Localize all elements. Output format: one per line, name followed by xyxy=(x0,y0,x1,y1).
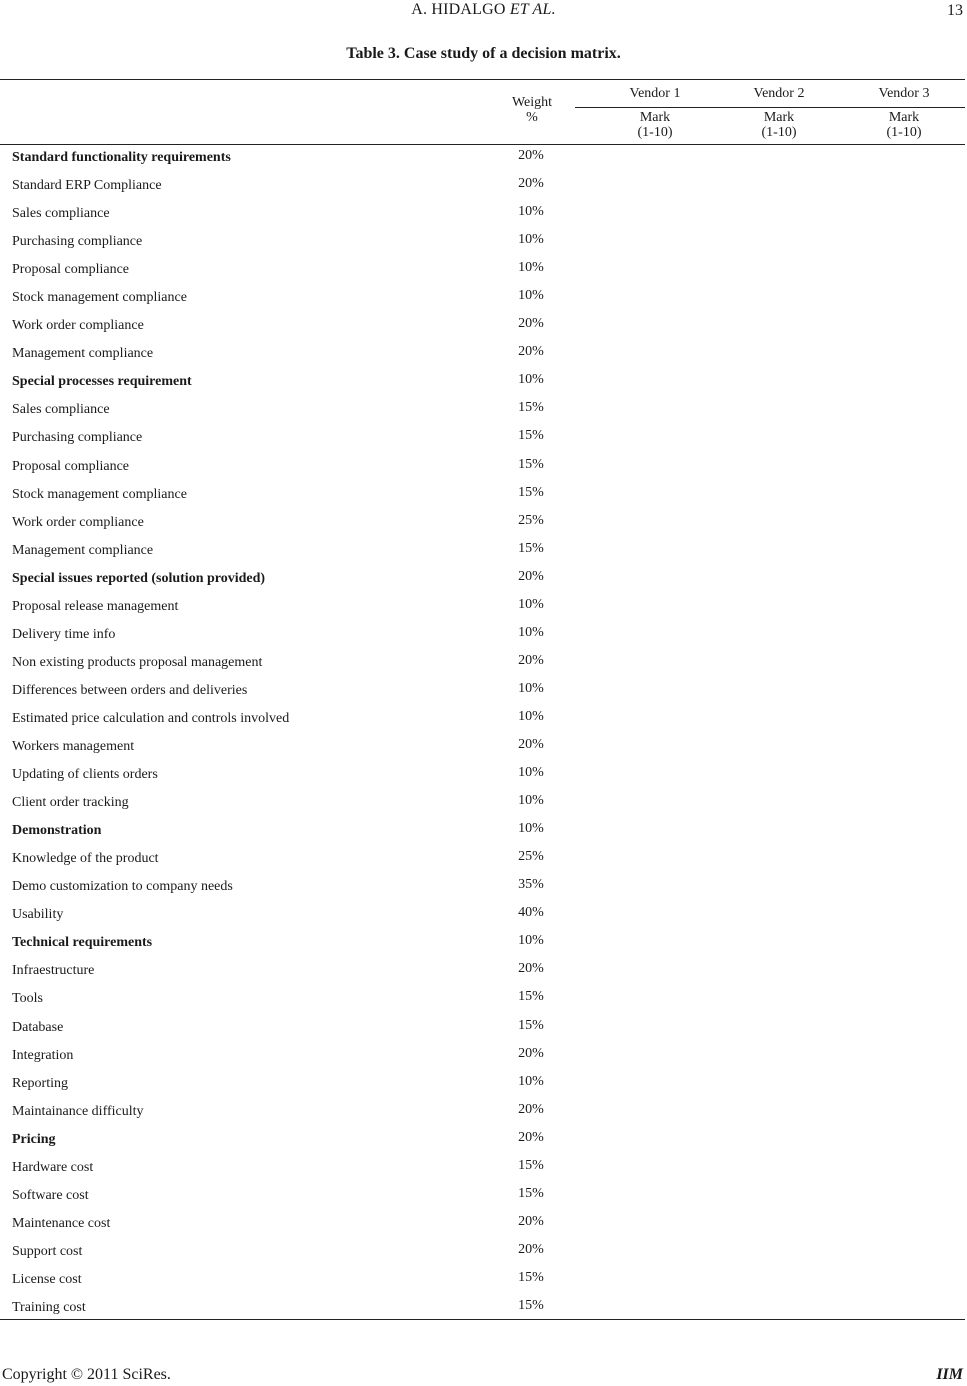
criterion-label: Work order compliance xyxy=(12,514,144,530)
criterion-label: Work order compliance xyxy=(12,318,144,334)
weight-value: 40% xyxy=(518,905,544,921)
criterion-label: Proposal release management xyxy=(12,598,179,614)
table-row xyxy=(0,1156,965,1178)
weight-value: 10% xyxy=(518,765,544,781)
mark-range: (1-10) xyxy=(886,125,922,140)
vendor-2-mark-header xyxy=(714,110,844,140)
weight-value: 10% xyxy=(518,372,544,388)
criterion-label: Purchasing compliance xyxy=(12,430,143,446)
section-criterion-label: Standard functionality requirements xyxy=(12,150,231,165)
table-row xyxy=(0,959,965,981)
weight-value: 20% xyxy=(518,737,544,753)
criterion-label: Sales compliance xyxy=(12,206,110,222)
weight-value: 10% xyxy=(518,821,544,837)
weight-value: 20% xyxy=(518,1129,544,1145)
vendor-2-header: Vendor 2 xyxy=(753,86,805,101)
table-row xyxy=(0,483,965,505)
criterion-label: Standard ERP Compliance xyxy=(12,178,162,194)
table-row xyxy=(0,623,965,645)
vendor-1-mark-header xyxy=(590,110,720,140)
copyright-notice: Copyright © 2011 SciRes. xyxy=(2,1366,171,1383)
weight-value: 15% xyxy=(518,1185,544,1201)
vendor-3-header: Vendor 3 xyxy=(878,86,930,101)
criterion-label: Tools xyxy=(12,991,43,1007)
table-row xyxy=(0,679,965,701)
criterion-label: Stock management compliance xyxy=(12,290,187,306)
weight-value: 10% xyxy=(518,232,544,248)
criterion-label: Training cost xyxy=(12,1300,86,1315)
section-criterion-label: Special issues reported (solution provided) xyxy=(12,570,266,586)
table-row xyxy=(0,1100,965,1122)
weight-value: 20% xyxy=(518,344,544,360)
weight-column-header xyxy=(496,95,568,125)
weight-value: 10% xyxy=(518,680,544,696)
weight-value: 25% xyxy=(518,512,544,528)
page-number: 13 xyxy=(947,2,963,19)
table-row xyxy=(0,426,965,448)
table-row xyxy=(0,1296,965,1318)
weight-value: 10% xyxy=(518,204,544,220)
weight-value: 20% xyxy=(518,1213,544,1229)
table-row xyxy=(0,735,965,757)
table-row xyxy=(0,1268,965,1290)
weight-value: 20% xyxy=(518,1045,544,1061)
weight-value: 10% xyxy=(518,624,544,640)
table-row xyxy=(0,987,965,1009)
section-criterion-label: Demonstration xyxy=(12,823,102,839)
criterion-label: Proposal compliance xyxy=(12,458,130,474)
mark-label: Mark xyxy=(639,110,671,125)
criterion-label: Reporting xyxy=(12,1075,68,1091)
weight-value: 15% xyxy=(518,540,544,556)
criterion-label: Sales compliance xyxy=(12,402,110,418)
authors-etal: ET AL. xyxy=(509,1,556,18)
section-criterion-label: Technical requirements xyxy=(12,935,153,951)
weight-value: 20% xyxy=(518,176,544,192)
criterion-label: Usability xyxy=(12,907,64,923)
weight-value: 15% xyxy=(518,989,544,1005)
criterion-label: Knowledge of the product xyxy=(12,851,159,867)
weight-value: 15% xyxy=(518,484,544,500)
table-section-row xyxy=(0,1128,965,1150)
mark-label: Mark xyxy=(763,110,795,125)
criterion-label: Workers management xyxy=(12,739,135,755)
criterion-label: Support cost xyxy=(12,1243,83,1259)
table-row xyxy=(0,791,965,813)
table-row xyxy=(0,286,965,308)
table-top-rule xyxy=(0,79,965,80)
criterion-label: Infraestructure xyxy=(12,963,95,979)
table-row xyxy=(0,875,965,897)
table-row xyxy=(0,314,965,336)
table-row xyxy=(0,847,965,869)
mark-range: (1-10) xyxy=(637,125,673,140)
weight-value: 20% xyxy=(518,961,544,977)
weight-value: 15% xyxy=(518,1157,544,1173)
table-row xyxy=(0,511,965,533)
vendor-header-rule xyxy=(575,107,965,108)
table-row xyxy=(0,539,965,561)
table-section-row xyxy=(0,931,965,953)
weight-value: 15% xyxy=(518,1298,544,1313)
weight-value: 20% xyxy=(518,568,544,584)
table-row xyxy=(0,903,965,925)
table-row xyxy=(0,455,965,477)
weight-value: 10% xyxy=(518,260,544,276)
weight-value: 15% xyxy=(518,1017,544,1033)
vendor-1-header: Vendor 1 xyxy=(629,86,681,101)
table-bottom-rule xyxy=(0,1319,965,1320)
weight-value: 20% xyxy=(518,316,544,332)
table-row xyxy=(0,258,965,280)
authors-main: A. HIDALGO xyxy=(411,1,506,18)
weight-value: 20% xyxy=(518,1241,544,1257)
weight-value: 25% xyxy=(518,849,544,865)
weight-value: 15% xyxy=(518,1269,544,1285)
running-head-authors xyxy=(0,1,967,19)
criterion-label: Management compliance xyxy=(12,542,154,558)
weight-value: 10% xyxy=(518,596,544,612)
table-row xyxy=(0,595,965,617)
section-criterion-label: Pricing xyxy=(12,1131,56,1147)
weight-value: 10% xyxy=(518,288,544,304)
criterion-label: Demo customization to company needs xyxy=(12,879,233,895)
journal-abbreviation: IIM xyxy=(936,1366,963,1383)
mark-range: (1-10) xyxy=(761,125,797,140)
table-row xyxy=(0,230,965,252)
weight-value: 20% xyxy=(518,652,544,668)
table-header-rule xyxy=(0,144,965,145)
table-row xyxy=(0,202,965,224)
weight-header-line2: % xyxy=(526,110,538,125)
table-row xyxy=(0,1240,965,1262)
criterion-label: Maintainance difficulty xyxy=(12,1103,144,1119)
mark-label: Mark xyxy=(888,110,920,125)
criterion-label: Integration xyxy=(12,1047,74,1063)
criterion-label: Non existing products proposal management xyxy=(12,654,263,670)
table-section-row xyxy=(0,819,965,841)
criterion-label: Client order tracking xyxy=(12,795,129,811)
weight-value: 15% xyxy=(518,400,544,416)
table-row xyxy=(0,174,965,196)
table-row xyxy=(0,651,965,673)
page-footer xyxy=(0,1366,967,1386)
criterion-label: Software cost xyxy=(12,1187,89,1203)
criterion-label: Purchasing compliance xyxy=(12,234,143,250)
table-section-row xyxy=(0,146,965,168)
criterion-label: Differences between orders and deliveries xyxy=(12,682,248,698)
weight-value: 20% xyxy=(518,1101,544,1117)
weight-value: 10% xyxy=(518,1073,544,1089)
criterion-label: Proposal compliance xyxy=(12,262,130,278)
table-row xyxy=(0,1016,965,1038)
criterion-label: Delivery time info xyxy=(12,626,116,642)
criterion-label: Database xyxy=(12,1019,64,1035)
table-row xyxy=(0,707,965,729)
table-row xyxy=(0,398,965,420)
section-criterion-label: Special processes requirement xyxy=(12,374,192,390)
criterion-label: License cost xyxy=(12,1271,82,1287)
weight-value: 20% xyxy=(518,148,544,163)
table-caption: Table 3. Case study of a decision matrix. xyxy=(346,45,621,62)
weight-value: 15% xyxy=(518,456,544,472)
table-row xyxy=(0,342,965,364)
criterion-label: Estimated price calculation and controls involved xyxy=(12,710,290,726)
table-row xyxy=(0,1212,965,1234)
running-head xyxy=(0,0,967,24)
weight-value: 15% xyxy=(518,428,544,444)
table-row xyxy=(0,763,965,785)
table-section-row xyxy=(0,370,965,392)
weight-value: 35% xyxy=(518,877,544,893)
weight-value: 10% xyxy=(518,708,544,724)
vendor-3-mark-header xyxy=(839,110,967,140)
criterion-label: Management compliance xyxy=(12,346,154,362)
weight-value: 10% xyxy=(518,933,544,949)
criterion-label: Maintenance cost xyxy=(12,1215,111,1231)
table-row xyxy=(0,1184,965,1206)
criterion-label: Updating of clients orders xyxy=(12,767,158,783)
criterion-label: Hardware cost xyxy=(12,1159,94,1175)
table-row xyxy=(0,1072,965,1094)
criterion-label: Stock management compliance xyxy=(12,486,187,502)
weight-value: 10% xyxy=(518,793,544,809)
table-section-row xyxy=(0,567,965,589)
weight-header-line1: Weight xyxy=(511,95,553,110)
table-row xyxy=(0,1044,965,1066)
